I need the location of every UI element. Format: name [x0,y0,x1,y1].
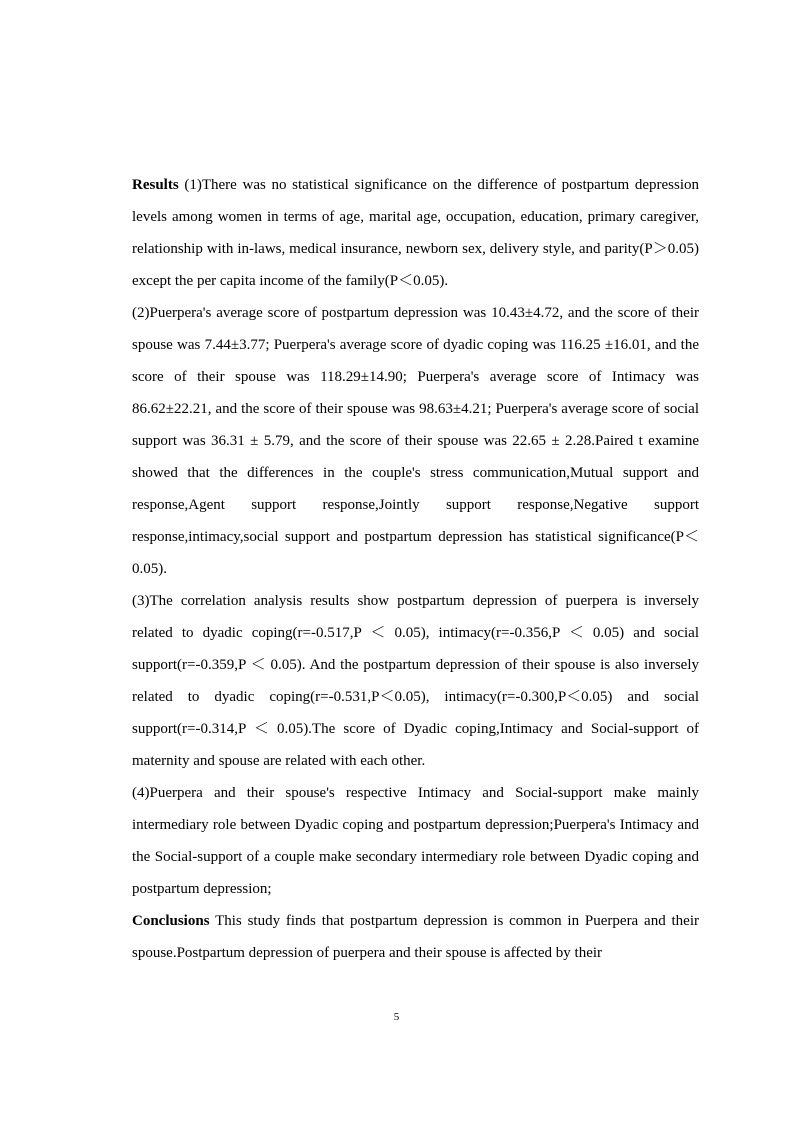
results-paragraph [132,169,699,297]
page-number: 5 [393,1011,400,1023]
abstract-body [132,169,699,969]
results-item-2-text: (2)Puerpera's average score of postpartum depression was 10.43±4.72, and the score of their spouse was 7.44±3.77; Puerpera's average score of dyadic coping was 116.25 ±16.01, and the score of their spouse was 118.29±14.90; Puerpera's average score of Intimacy was 86.62±22.21, and the score of their spouse was 98.63±4.21; Puerpera's average score of social support was 36.31 ± 5.79, and the score of their spouse was 22.65 ± 2.28.Paired t examine showed that the differences in the couple's stress communication,Mutual support and response,Agent support response,Jointly support response,Negative support response,intimacy,social support and postpartum depression has statistical significance(P＜0.05). [132,305,699,577]
results-item-3-text: (3)The correlation analysis results show postpartum depression of puerpera is inversely related to dyadic coping(r=-0.517,P ＜ 0.05), intimacy(r=-0.356,P ＜ 0.05) and social support(r=-0.359,P ＜ 0.05). And the postpartum depression of their spouse is also inversely related to dyadic coping(r=-0.531,P＜0.05), intimacy(r=-0.300,P＜0.05) and social support(r=-0.314,P ＜ 0.05).The score of Dyadic coping,Intimacy and Social-support of maternity and spouse are related with each other. [132,593,699,769]
conclusions-text: This study finds that postpartum depression is common in Puerpera and their spouse.Postpartum depression of puerpera and their spouse is affected by their [132,913,699,961]
results-label: Results [132,177,179,193]
results-item-4-paragraph [132,777,699,905]
results-text: (1)There was no statistical significance on the difference of postpartum depression levels among women in terms of age, marital age, occupation, education, primary caregiver, relationship with in-laws, medical insurance, newborn sex, delivery style, and parity(P＞0.05) except the per capita income of the family(P＜0.05). [132,177,699,289]
conclusions-label: Conclusions [132,913,210,929]
results-item-2-paragraph [132,297,699,585]
conclusions-paragraph [132,905,699,969]
results-item-4-text: (4)Puerpera and their spouse's respective Intimacy and Social-support make mainly intermediary role between Dyadic coping and postpartum depression;Puerpera's Intimacy and the Social-support of a couple make secondary intermediary role between Dyadic coping and postpartum depression; [132,785,699,897]
results-item-3-paragraph [132,585,699,777]
